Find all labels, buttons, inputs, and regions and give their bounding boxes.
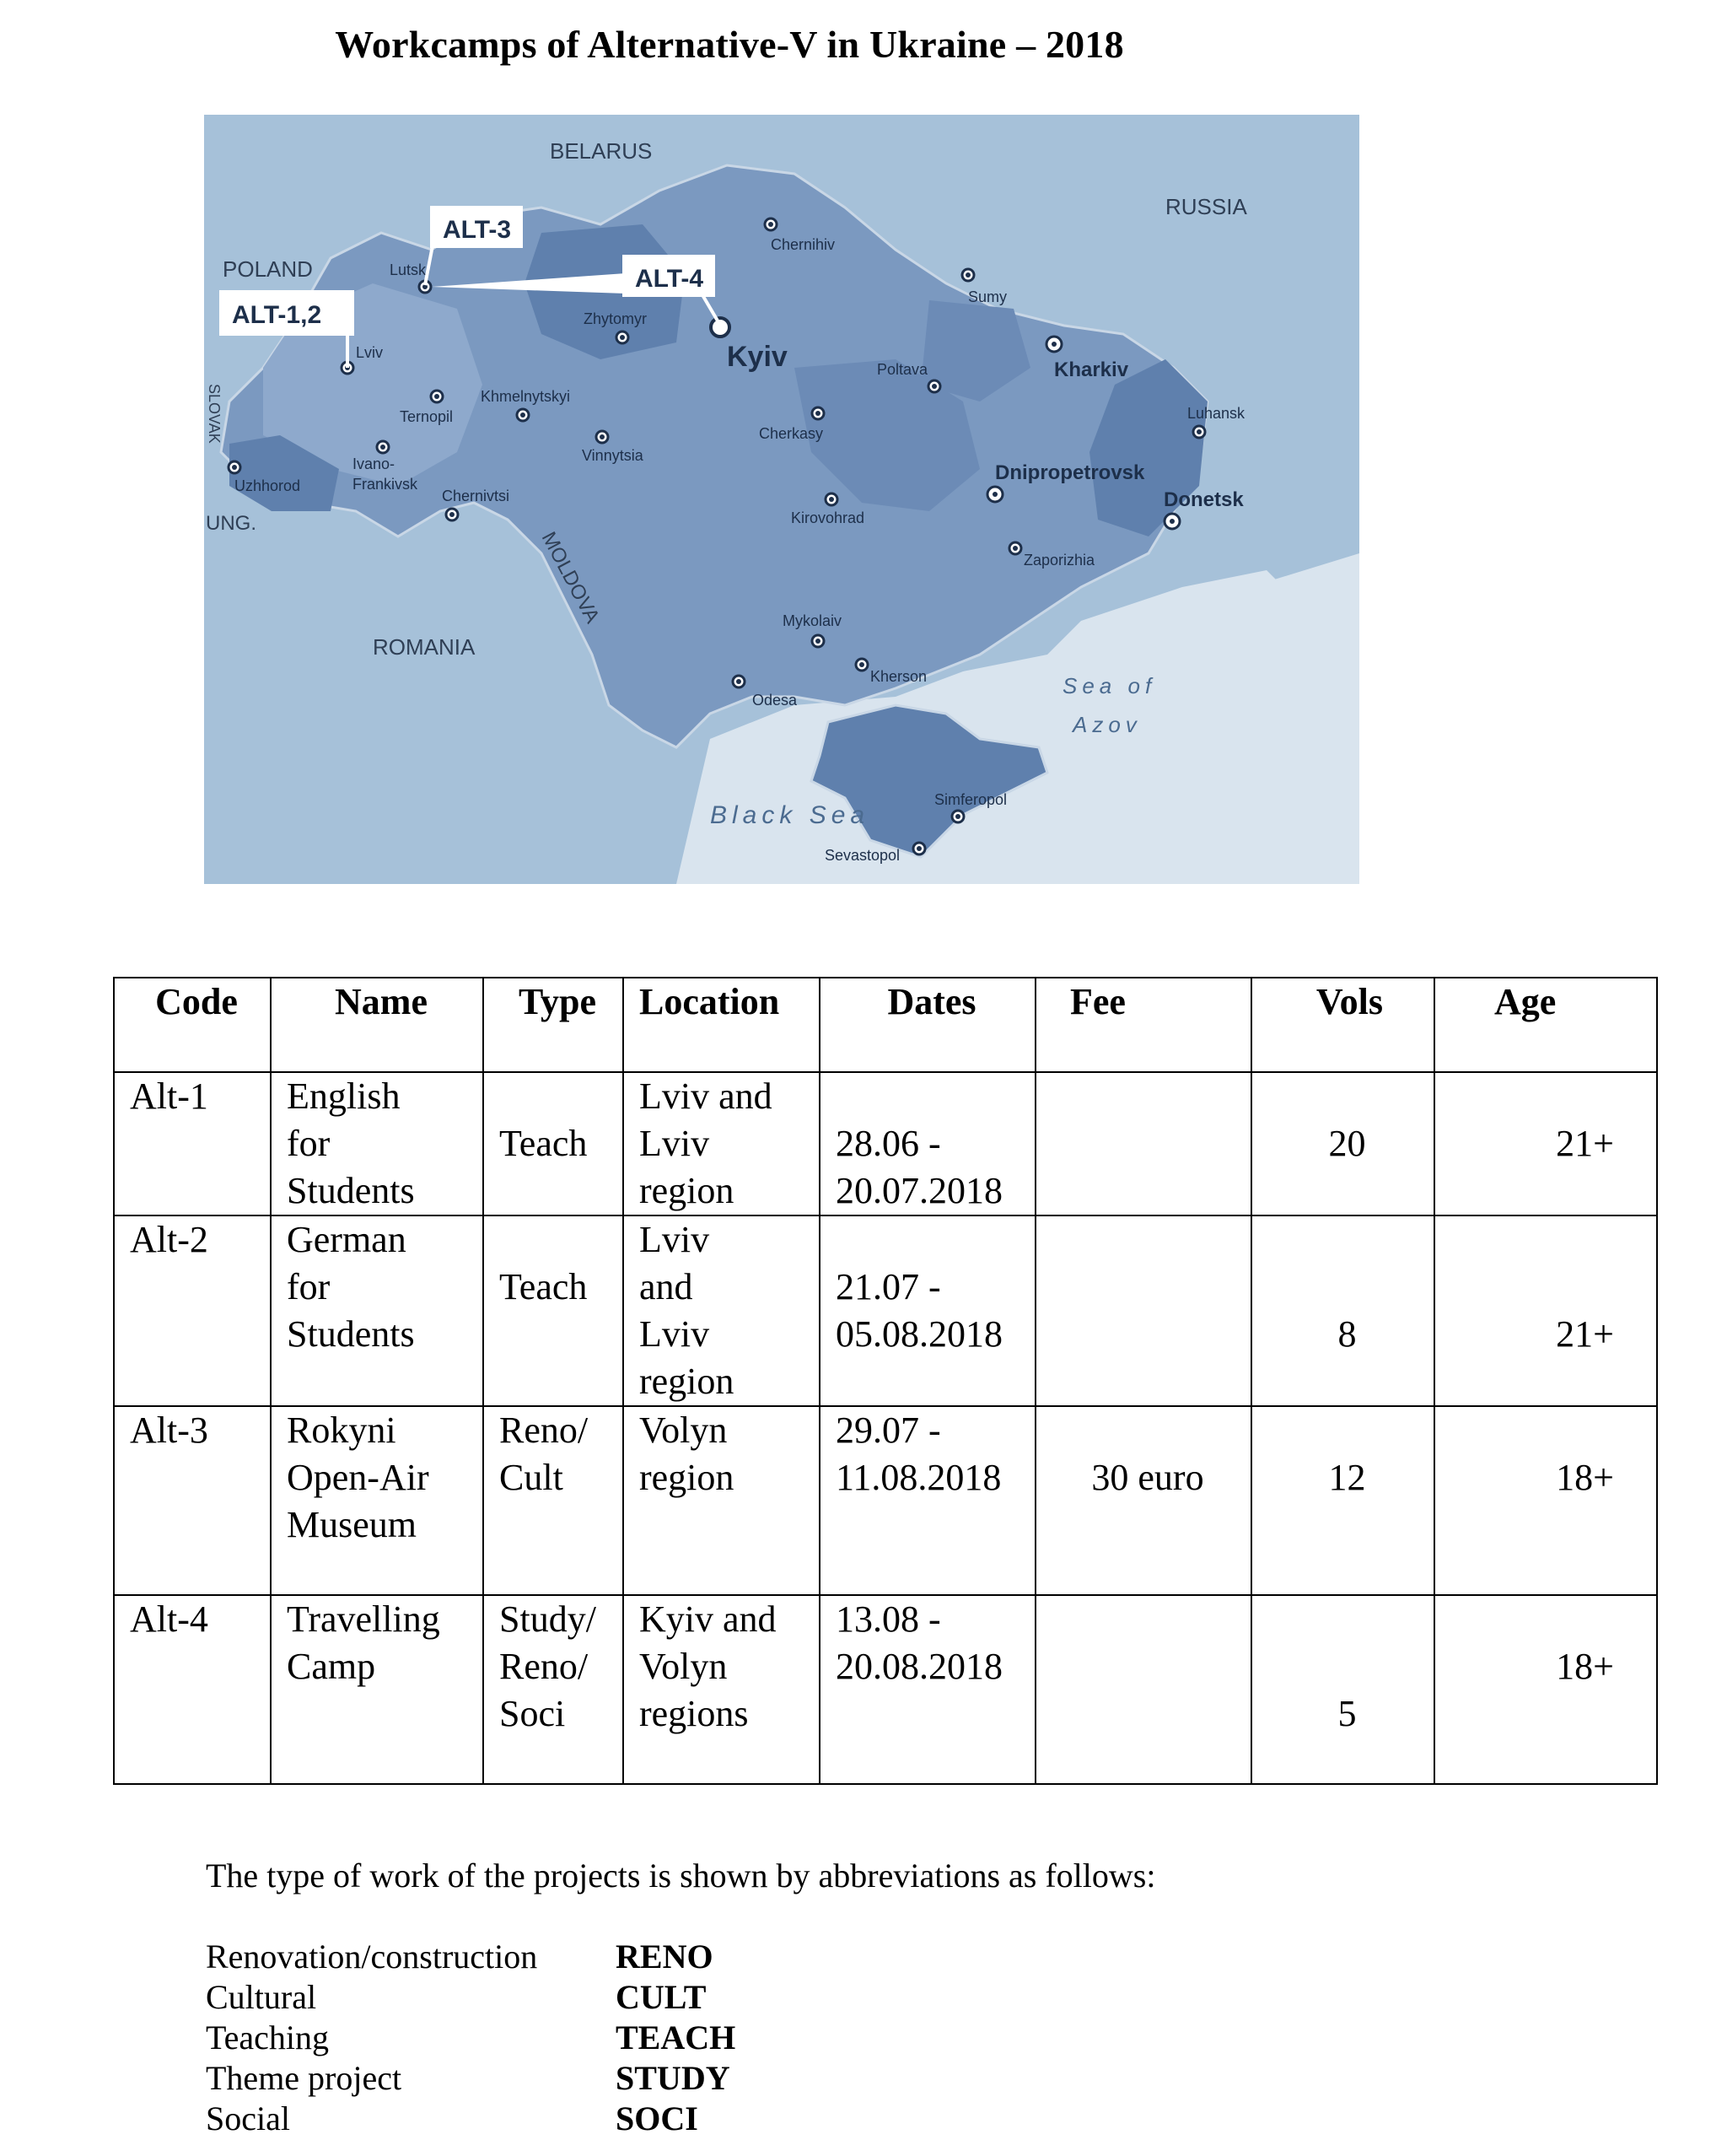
city-label: Dnipropetrovsk [995,461,1145,484]
legend-item [206,2018,735,2058]
city-dot-center-icon [434,394,439,399]
cell-fee [1036,1406,1251,1595]
cell-type [483,1595,623,1784]
city-dot-center-icon [449,512,455,517]
city-label: Donetsk [1164,488,1244,511]
callout-alt-4-label: ALT-4 [635,265,704,293]
cell-code: Alt-3 [114,1406,271,1595]
header-fee: Fee [1036,978,1251,1072]
city-label: Sevastopol [825,847,901,864]
city-label: Kirovohrad [791,509,865,526]
country-russia: RUSSIA [1165,194,1247,219]
city-dot-center-icon [600,434,605,439]
cell-name [271,1072,483,1215]
cell-location [623,1072,820,1215]
document-title: Workcamps of Alternative-V in Ukraine – 2018 [335,23,1124,66]
legend-term: Renovation/construction [206,1938,538,1975]
capital-star-icon [711,318,729,337]
city-dot-center-icon [859,662,864,667]
workcamp-table [113,977,1658,1785]
country-slovak: SLOVAK [206,384,223,444]
header-code: Code [114,978,271,1072]
city-label: Lutsk [390,261,427,278]
table-row [114,1406,1657,1595]
legend-abbr: RENO [616,1938,713,1975]
cell-dates-line: 20.07.2018 [836,1170,1003,1211]
cell-dates-line: 28.06 - [836,1123,941,1164]
city-dot-center-icon [829,497,834,502]
city-label: Chernivtsi [442,488,510,504]
cell-name [271,1595,483,1784]
city-dot-center-icon [1197,429,1202,434]
city-label: Lviv [356,344,384,361]
city-label: Uzhhorod [234,477,301,494]
country-moldova: MOLDOVA [536,528,605,628]
legend-term: Teaching [206,2019,330,2056]
cell-type-line: Study/ [499,1598,596,1640]
city-dot-center-icon [932,384,937,389]
city-label: Zhytomyr [584,310,648,327]
cell-dates-line: 13.08 - [836,1598,941,1640]
cell-fee [1036,1215,1251,1406]
cell-type-line: Soci [499,1693,566,1734]
cell-dates [820,1595,1036,1784]
cell-name-line: Rokyni [287,1409,396,1451]
legend-abbr: CULT [616,1978,707,2016]
legend-term: Cultural [206,1978,317,2016]
cell-location-line: Lviv [639,1123,710,1164]
city-dot-center-icon [993,492,998,497]
cell-name-line: for [287,1123,331,1164]
city-dot-center-icon [1013,546,1018,551]
country-hungary: UNG. [206,512,256,535]
city-label: Luhansk [1187,405,1245,422]
city-dot-center-icon [815,639,820,644]
abbreviation-legend [206,1937,735,2139]
cell-dates [820,1072,1036,1215]
cell-location-line: Kyiv and [639,1598,777,1640]
cell-type-line: Teach [499,1266,588,1307]
cell-dates-line: 05.08.2018 [836,1313,1003,1355]
cell-location-line: Volyn [639,1646,728,1687]
cell-dates-line: 11.08.2018 [836,1457,1002,1498]
city-dot-center-icon [955,814,960,819]
cell-dates [820,1215,1036,1406]
cell-age-value: 18+ [1556,1457,1614,1498]
city-label: Khmelnytskyi [481,388,571,405]
city-label: Ternopil [400,408,454,425]
table-row [114,1072,1657,1215]
cell-type [483,1072,623,1215]
cell-code: Alt-1 [114,1072,271,1215]
country-romania: ROMANIA [373,634,476,660]
city-label: Vinnytsia [582,447,643,464]
header-vols: Vols [1251,978,1434,1072]
table-row [114,1595,1657,1784]
cell-age [1434,1595,1657,1784]
city-dot-center-icon [232,465,237,470]
cell-name-line: Travelling [287,1598,440,1640]
table-header-row [114,978,1657,1072]
cell-age [1434,1072,1657,1215]
legend-intro: The type of work of the projects is shown by abbreviations as follows: [206,1857,1156,1895]
cell-vols [1251,1072,1434,1215]
legend-item [206,2099,735,2139]
azov-label-2: Azov [1073,712,1142,737]
cell-type-line: Teach [499,1123,588,1164]
cell-vols [1251,1406,1434,1595]
city-label: Odesa [752,692,798,709]
cell-name-line: Camp [287,1646,376,1687]
city-dot-center-icon [768,222,773,227]
cell-vols [1251,1215,1434,1406]
cell-vols [1251,1595,1434,1784]
city-label: Chernihiv [771,236,836,253]
header-dates: Dates [820,978,1036,1072]
cell-dates-line: 29.07 - [836,1409,941,1451]
city-label: Mykolaiv [783,612,842,629]
cell-type-line: Cult [499,1457,563,1498]
cell-type [483,1215,623,1406]
cell-name [271,1406,483,1595]
header-location: Location [623,978,820,1072]
legend-item [206,1937,735,1977]
cell-code: Alt-4 [114,1595,271,1784]
city-dot-center-icon [966,272,971,278]
cell-age-value: 18+ [1556,1646,1614,1687]
azov-label-1: Sea of [1063,673,1157,698]
cell-age-value: 21+ [1556,1123,1614,1164]
legend-item [206,1977,735,2018]
cell-type [483,1406,623,1595]
header-name: Name [271,978,483,1072]
legend-item [206,2058,735,2099]
cell-location-line: region [639,1457,734,1498]
cell-fee [1036,1595,1251,1784]
cell-location [623,1595,820,1784]
city-label: Kharkiv [1054,358,1129,381]
city-marker [352,476,418,493]
cell-name-line: Open-Air [287,1457,429,1498]
city-label: Simferopol [934,791,1008,808]
legend-abbr: STUDY [616,2059,730,2097]
city-label: Poltava [877,361,928,378]
city-label: Zaporizhia [1024,552,1095,569]
cell-name-line: English [287,1075,401,1117]
city-dot-center-icon [520,412,525,418]
cell-type-line: Reno/ [499,1409,589,1451]
legend-term: Social [206,2099,290,2137]
cell-name-line: Museum [287,1504,417,1545]
cell-name [271,1215,483,1406]
cell-age [1434,1215,1657,1406]
cell-name-line: German [287,1219,406,1260]
country-poland: POLAND [223,256,313,282]
capital-label: Kyiv [727,341,788,373]
cell-vols-value: 12 [1328,1457,1366,1498]
cell-vols-value: 20 [1328,1123,1366,1164]
city-label: Kherson [870,668,928,685]
cell-fee-value: 30 euro [1091,1457,1204,1498]
cell-location-line: Lviv and [639,1075,772,1117]
cell-location-line: region [639,1361,734,1402]
cell-name-line: for [287,1266,331,1307]
city-dot-center-icon [1170,519,1175,524]
table-row [114,1215,1657,1406]
cell-location-line: regions [639,1693,749,1734]
cell-age-value: 21+ [1556,1313,1614,1355]
cell-dates-line: 21.07 - [836,1266,941,1307]
city-dot-center-icon [1052,342,1057,347]
cell-code: Alt-2 [114,1215,271,1406]
city-dot-center-icon [380,445,385,450]
legend-term: Theme project [206,2059,402,2097]
city-dot-center-icon [917,846,922,851]
header-age: Age [1434,978,1657,1072]
cell-dates-line: 20.08.2018 [836,1646,1003,1687]
city-label: Sumy [968,288,1008,305]
city-label: Cherkasy [759,425,824,442]
city-dot-center-icon [815,411,820,416]
callout-alt-3-label: ALT-3 [443,216,512,244]
cell-dates [820,1406,1036,1595]
ukraine-map [204,115,1359,884]
cell-location-line: Volyn [639,1409,728,1451]
callout-alt-1-2-label: ALT-1,2 [232,301,322,329]
legend-abbr: TEACH [616,2019,736,2056]
cell-location-line: Lviv [639,1313,710,1355]
cell-name-line: Students [287,1170,415,1211]
legend-abbr: SOCI [616,2099,698,2137]
city-label: Ivano- [352,455,395,472]
cell-location-line: region [639,1170,734,1211]
cell-location [623,1406,820,1595]
black-sea-label: Black Sea [710,801,870,829]
cell-location [623,1215,820,1406]
cell-type-line: Reno/ [499,1646,589,1687]
cell-vols-value: 8 [1337,1313,1357,1355]
city-label: Frankivsk [352,476,418,493]
cell-location-line: Lviv [639,1219,710,1260]
country-belarus: BELARUS [550,138,653,164]
cell-vols-value: 5 [1337,1693,1357,1734]
city-dot-center-icon [620,335,625,340]
cell-location-line: and [639,1266,693,1307]
cell-age [1434,1406,1657,1595]
header-type: Type [483,978,623,1072]
city-dot-center-icon [736,679,741,684]
cell-fee [1036,1072,1251,1215]
cell-name-line: Students [287,1313,415,1355]
